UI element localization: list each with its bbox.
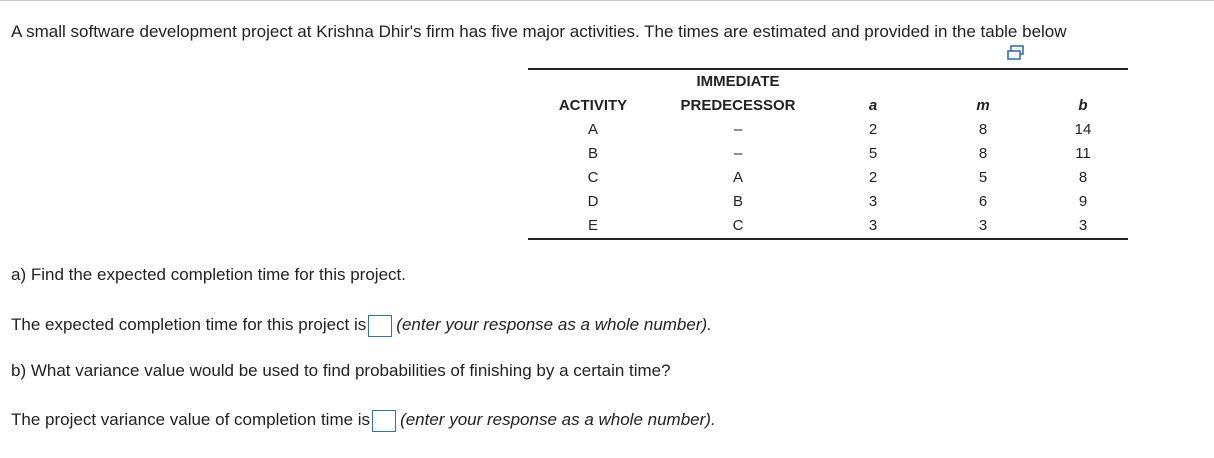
part-b-hint: (enter your response as a whole number). xyxy=(400,410,716,429)
cell-predecessor: – xyxy=(733,145,743,162)
cell-m: 8 xyxy=(978,121,988,138)
header-activity: ACTIVITY xyxy=(528,69,658,118)
part-b-answer-line xyxy=(11,409,716,432)
problem-intro: A small software development project at Krishna Dhir's firm has five major activities. The times are estimated and provided in the table below xyxy=(11,22,1067,41)
cell-b: 14 xyxy=(1074,121,1092,138)
cell-b: 3 xyxy=(1038,214,1128,239)
header-predecessor: IMMEDIATE PREDECESSOR xyxy=(658,69,818,118)
variance-input[interactable] xyxy=(372,410,396,432)
cell-m: 6 xyxy=(978,193,988,210)
table-row xyxy=(528,190,1128,214)
cell-m: 8 xyxy=(978,145,988,162)
table-row xyxy=(528,118,1128,142)
top-divider xyxy=(0,0,1214,1)
expected-time-input[interactable] xyxy=(368,315,392,337)
cell-m: 3 xyxy=(928,214,1038,239)
part-a-prompt: The expected completion time for this project is xyxy=(11,315,367,334)
header-a: a xyxy=(818,69,928,118)
table-header-row xyxy=(528,69,1128,118)
cell-predecessor: B xyxy=(732,193,743,210)
cell-activity: C xyxy=(587,169,599,186)
cell-a: 5 xyxy=(868,145,878,162)
part-b-prompt: The project variance value of completion time is xyxy=(11,410,371,429)
header-m: m xyxy=(928,69,1038,118)
cell-a: 2 xyxy=(868,121,878,138)
table-row xyxy=(528,166,1128,190)
cell-activity: D xyxy=(587,193,599,210)
table-row xyxy=(528,214,1128,239)
part-a-hint: (enter your response as a whole number). xyxy=(396,315,712,334)
activity-table xyxy=(528,68,1128,240)
cell-activity: A xyxy=(587,121,598,138)
cell-m: 5 xyxy=(978,169,988,186)
table-row xyxy=(528,142,1128,166)
cell-activity: B xyxy=(587,145,598,162)
part-a-question: a) Find the expected completion time for this project. xyxy=(11,265,406,284)
cell-b: 8 xyxy=(1078,169,1088,186)
header-b: b xyxy=(1038,69,1128,118)
part-a-answer-line xyxy=(11,314,712,337)
cell-b: 11 xyxy=(1075,145,1091,162)
cell-activity: E xyxy=(528,214,658,239)
copy-icon[interactable] xyxy=(1006,45,1026,61)
cell-b: 9 xyxy=(1078,193,1088,210)
cell-predecessor: – xyxy=(733,121,743,138)
cell-predecessor: A xyxy=(732,169,743,186)
cell-a: 3 xyxy=(868,193,878,210)
cell-predecessor: C xyxy=(658,214,818,239)
cell-a: 2 xyxy=(868,169,878,186)
part-b-question: b) What variance value would be used to find probabilities of finishing by a certain time? xyxy=(11,361,671,380)
cell-a: 3 xyxy=(818,214,928,239)
